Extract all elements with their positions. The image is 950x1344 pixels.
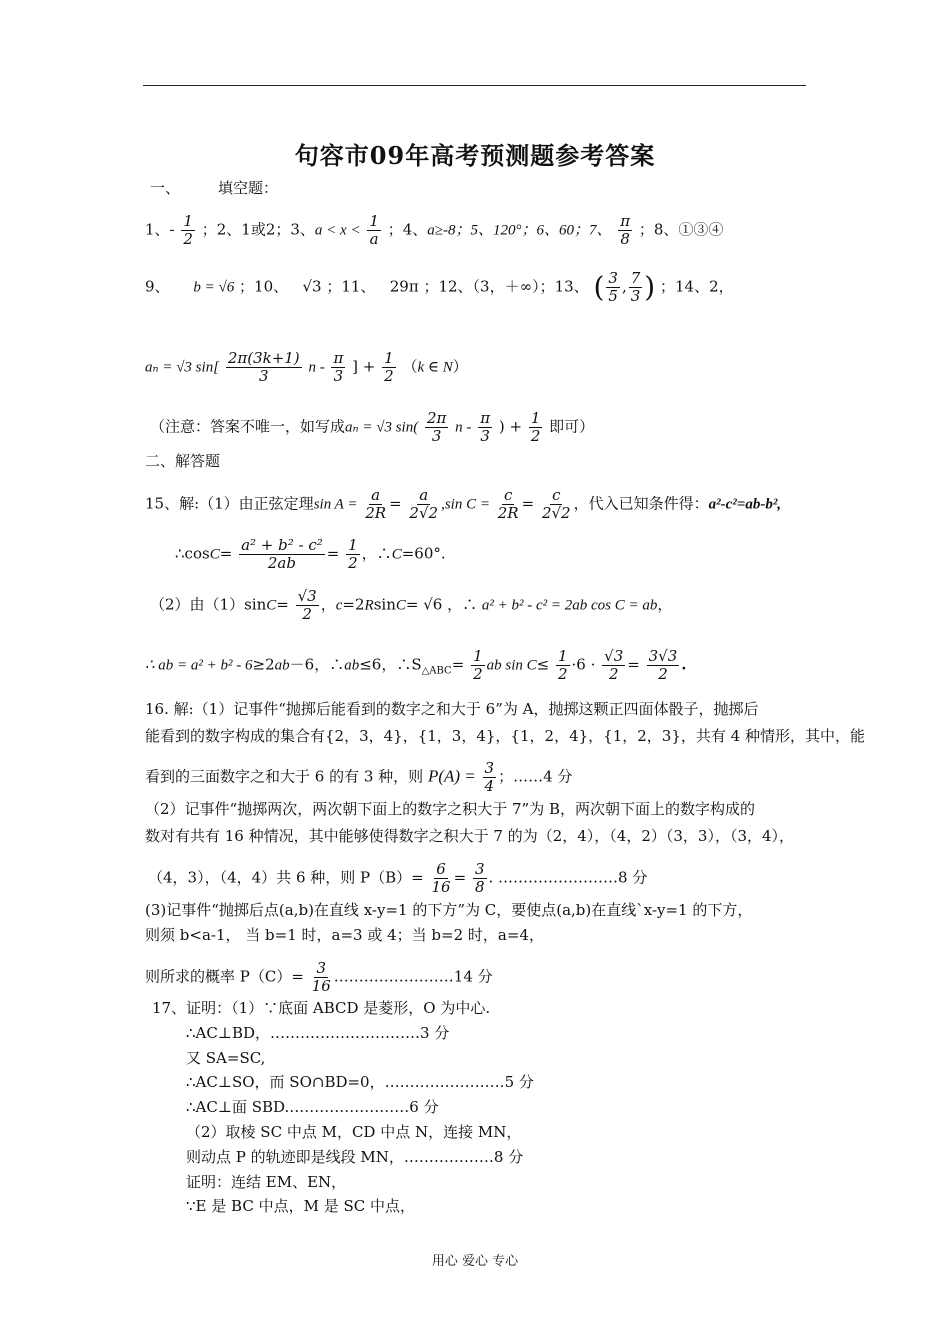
page-footer: 用心 爱心 专心 (431, 1254, 519, 1269)
fraction: $\frac{6}{16}$ (431, 860, 451, 896)
fraction: $\frac{1}{2}$ (348, 536, 358, 572)
q17-line-8: 证明：连结 EM、EN， (186, 1173, 347, 1191)
fraction: $\frac{\text{a² + b² - c²}}{2ab}$ (241, 536, 323, 572)
fraction: $\frac{2\pi(3k+1)}{3}$ (227, 349, 300, 385)
q17-line-1: 17、证明：（1）∵底面 ABCD 是菱形，O 为中心. (152, 999, 491, 1017)
fraction: $\frac{2\pi}{3}$ (426, 409, 447, 445)
fraction: $\frac{\pi}{3}$ (333, 349, 344, 385)
fill-answers-line-2: 9、 b = √6 ；10、 √3 ；11、 29π ；12、（3，＋∞）；13、 ( $\frac{3}{5}$ , $\frac{7}{3}$ ) ；14、2， (145, 269, 734, 305)
fraction: $\frac{1}{2}$ (557, 647, 568, 683)
fraction: $\frac{1}{2}$ (473, 647, 483, 683)
q17-line-7: 则动点 P 的轨迹即是线段 MN，………………8 分 (186, 1148, 524, 1166)
q17-line-6: （2）取棱 SC 中点 M，CD 中点 N，连接 MN， (186, 1123, 522, 1141)
q15-line-1: 15、解:（1）由正弦定理sin A = $\frac{a}{2R}$ = $\frac{a}{2√2}$ ,sin C = $\frac{c}{2R}$ = $\frac{c}{2√2}$ ，代入已知条件得：a²-c²=ab-b², (145, 486, 782, 522)
q16-line-4: （2）记事件“抛掷两次，两次朝下面上的数字之积大于 7”为 B，两次朝下面上的数字构成的 (145, 800, 755, 818)
q16-line-5: 数对有共有 16 种情况，其中能够使得数字之积大于 7 的为（2，4），（4，2）（3，3），（3，4）， (145, 827, 795, 845)
section-heading-2: 二、解答题 (145, 452, 221, 470)
answer-note: （注意：答案不唯一，如写成aₙ = √3 sin( $\frac{2\pi}{3}$ n - $\frac{\pi}{3}$ ) + $\frac{1}{2}$ 即可） (150, 409, 595, 445)
q17-line-4: ∴AC⊥SO，而 SO∩BD=0，……………………5 分 (186, 1073, 534, 1091)
fraction: $\frac{1}{2}$ (183, 212, 193, 248)
fraction: $\frac{3√3}{2}$ (648, 647, 678, 683)
fraction: $\frac{\pi}{3}$ (480, 409, 491, 445)
q17-line-9: ∵E 是 BC 中点，M 是 SC 中点， (186, 1197, 415, 1215)
fraction: $\frac{1}{a}$ (369, 212, 379, 248)
q16-line-7: (3)记事件“抛掷后点(a,b)在直线 x-y=1 的下方”为 C，要使点(a,b)在直线`x-y=1 的下方， (145, 901, 753, 919)
section-heading-1: 一、 填空题： (150, 179, 279, 197)
fill-answers-line-3: aₙ = √3 sin[ $\frac{2\pi(3k+1)}{3}$ n - $\frac{\pi}{3}$ ] + $\frac{1}{2}$ （k ∈ N） (145, 349, 468, 385)
fraction: $\frac{1}{2}$ (530, 409, 541, 445)
q17-line-3: 又 SA=SC, (186, 1049, 266, 1067)
q16-line-9: 则所求的概率 P（C）= $\frac{3}{16}$ ……………………14 分 (145, 959, 493, 995)
fraction: $\frac{c}{2√2}$ (541, 486, 571, 522)
fraction: $\frac{√3}{2}$ (297, 587, 317, 623)
fraction: $\frac{a}{2√2}$ (409, 486, 439, 522)
fraction: $\frac{\pi}{8}$ (620, 212, 631, 248)
q16-line-3: 看到的三面数字之和大于 6 的有 3 种，则 P(A) = $\frac{3}{4}$ ；……4 分 (145, 759, 573, 795)
q15-line-2: ∴cosC= $\frac{\text{a² + b² - c²}}{2ab}$ = $\frac{1}{2}$ ，∴C=60°. (175, 536, 446, 572)
fraction: $\frac{3}{4}$ (484, 759, 495, 795)
q17-line-2: ∴AC⊥BD，…………………………3 分 (186, 1024, 450, 1042)
fraction: $\frac{√3}{2}$ (604, 647, 624, 683)
q16-line-6: （4，3），（4，4）共 6 种，则 P（B）= $\frac{6}{16}$ = $\frac{3}{8}$ . ……………………8 分 (148, 860, 648, 896)
fraction: $\frac{7}{3}$ (630, 269, 641, 305)
fill-answers-line-1: 1、- $\frac{1}{2}$ ；2、1或2；3、a < x < $\frac{1}{a}$ ；4、a≥-8；5、120°；6、60；7、 $\frac{\pi}{8}$ ；8、①③④ (145, 212, 724, 248)
fraction: $\frac{3}{8}$ (474, 860, 485, 896)
q16-line-2: 能看到的数字构成的集合有{2，3，4}，{1，3，4}，{1，2，4}，{1，2，3}，共有 4 种情形，其中，能 (145, 727, 865, 745)
q16-line-8: 则须 b<a-1， 当 b=1 时，a=3 或 4；当 b=2 时，a=4， (145, 926, 544, 944)
q15-line-3: （2）由（1）sinC= $\frac{√3}{2}$ ，c=2RsinC= √6 ，∴ a² + b² - c² = 2ab cos C = ab， (150, 587, 673, 623)
fraction: $\frac{3}{5}$ (608, 269, 618, 305)
fraction: $\frac{c}{2R}$ (497, 486, 519, 522)
fraction: $\frac{a}{2R}$ (365, 486, 387, 522)
q15-line-4: ∴ ab = a² + b² - 6≥2ab－6，∴ab≤6，$\therefore S_{\triangle ABC}=$ $\frac{1}{2}$ ab sin C≤ $\frac{1}{2}$ ·6 · $\frac{√3}{2}$ = $\frac{3√3}{2}$ . (145, 647, 687, 683)
fraction: $\frac{1}{2}$ (384, 349, 394, 385)
header-rule (143, 85, 806, 86)
page-title: 句容市09年高考预测题参考答案 (294, 141, 656, 170)
fraction: $\frac{3}{16}$ (311, 959, 331, 995)
q16-line-1: 16. 解:（1）记事件“抛掷后能看到的数字之和大于 6”为 A，抛掷这颗正四面体骰子，抛掷后 (145, 700, 759, 718)
q17-line-5: ∴AC⊥面 SBD.……………………6 分 (186, 1098, 439, 1116)
